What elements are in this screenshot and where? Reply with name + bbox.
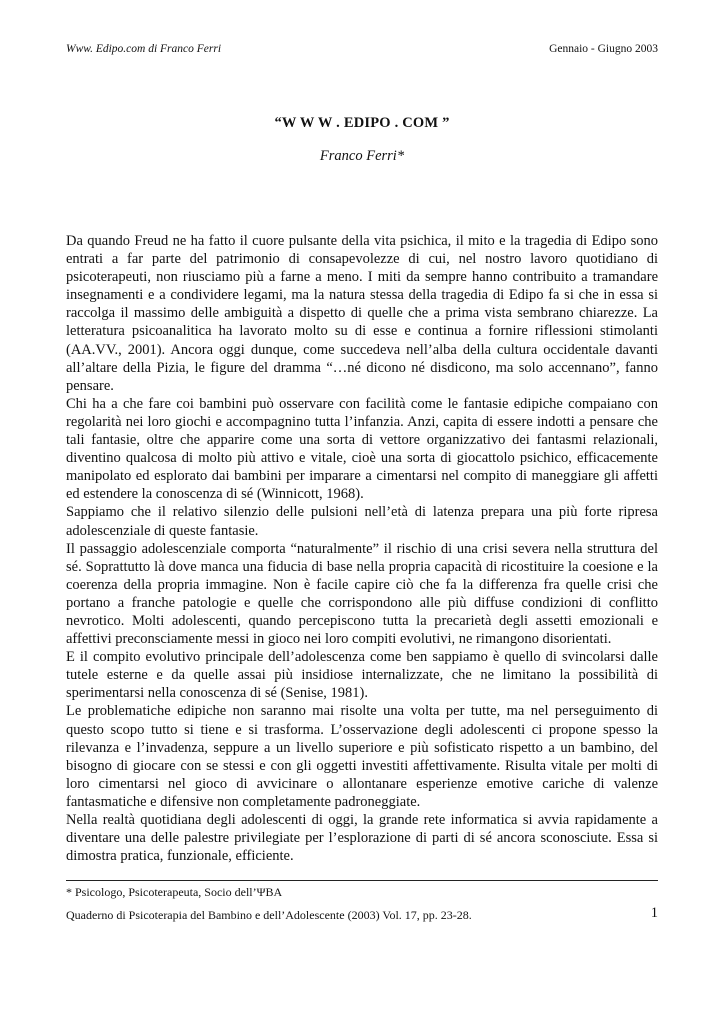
footnote-divider xyxy=(66,880,658,881)
body-paragraph: Da quando Freud ne ha fatto il cuore pulsante della vita psichica, il mito e la tragedia di Edipo sono entrati a far parte del patrimonio di consapevolezze di cui, nel nostro lavoro quotidiano di psicoterapeuti, non riusciamo più a farne a meno. I miti da sempre hanno contribuito a tramandare insegnamenti e a condividere legami, ma la natura stessa della tragedia di Edipo fa si che in essa si raccolga il massimo delle ambiguità a dispetto di quelle che a prima vista sembrano chiarezze. La letteratura psicoanalitica ha lavorato molto su di esse e continua a fornire riflessioni stimolanti (AA.VV., 2001). Ancora oggi dunque, come succedeva nell’alba della cultura occidentale davanti all’altare della Pizia, le figure del dramma “…né dicono né disdicono, ma solo accennano”, fanno pensare. xyxy=(66,233,658,394)
body-paragraph: Le problematiche edipiche non saranno mai risolte una volta per tutte, ma nel perseguimento di questo scopo tutto si tiene e si trasforma. L’osservazione degli adolescenti ci propone spesso la rilevanza e l’invadenza, seppure a un livello superiore e più sofisticato rispetto a un bambino, del bisogno di giocare con se stessi e con gli oggetti investiti affettivamente. Risulta vitale per molti di loro cimentarsi nel gioco di avvicinare o allontanare esperienze emotive cariche di valenze fantasmatiche e difensive non completamente padroneggiate. xyxy=(66,703,658,810)
author-footnote: * Psicologo, Psicoterapeuta, Socio dell’ΨBA xyxy=(66,885,283,899)
body-paragraph: E il compito evolutivo principale dell’adolescenza come ben sappiamo è quello di svincolarsi dalle tutele esterne e da quelle assai più insidiose internalizzate, che ne limitano la possibilità di sperimentarsi nella conoscenza di sé (Senise, 1981). xyxy=(66,649,658,702)
header-right-text: Gennaio - Giugno 2003 xyxy=(549,43,658,55)
header-left-text: Www. Edipo.com di Franco Ferri xyxy=(66,43,222,55)
page-number: 1 xyxy=(650,905,658,921)
journal-citation: Quaderno di Psicoterapia del Bambino e dell’Adolescente (2003) Vol. 17, pp. 23-28. xyxy=(66,908,472,922)
article-body xyxy=(66,232,658,865)
body-paragraph: Nella realtà quotidiana degli adolescenti di oggi, la grande rete informatica si avvia rapidamente a diventare una delle palestre privilegiate per l’esplorazione di parti di sé ancora sconosciute. Essa si dimostra pratica, funzionale, efficiente. xyxy=(66,812,658,865)
body-paragraph: Il passaggio adolescenziale comporta “naturalmente” il rischio di una crisi severa nella struttura del sé. Soprattutto là dove manca una fiducia di base nella propria capacità di ricostituire la coesione e la coerenza della propria immagine. Non è facile capire ciò che fa la differenza fra quelle crisi che portano a franche patologie e quelle che corrispondono alle più diffuse condizioni di conflitto nevrotico. Molti adolescenti, quando percepiscono tutta la precarietà degli assetti emozionali e affettivi preconsciamente messi in gioco nei loro compiti evolutivi, ne rimangono disorientati. xyxy=(66,540,658,648)
article-author: Franco Ferri* xyxy=(319,148,405,164)
article-title: “W W W . EDIPO . COM ” xyxy=(274,115,450,131)
running-header xyxy=(66,43,658,61)
body-paragraph: Chi ha a che fare coi bambini può osservare con facilità come le fantasie edipiche compaiano con regolarità nei loro giochi e accompagnino tutta l’infanzia. Anzi, capita di essere indotti a pensare che tali fantasie, oltre che apparire come una sorta di vettore organizzativo dei fantasmi relazionali, diventino qualcosa di molto più attivo e vitale, cioè una sorta di giocattolo psichico, efficacemente manipolato ed esplorato dai bambini per imparare a cimentarsi nel compito di maneggiare gli affetti ed estendere la conoscenza di sé (Winnicott, 1968). xyxy=(66,395,658,503)
body-paragraph: Sappiamo che il relativo silenzio delle pulsioni nell’età di latenza prepara una più forte ripresa adolescenziale di queste fantasie. xyxy=(66,504,658,539)
